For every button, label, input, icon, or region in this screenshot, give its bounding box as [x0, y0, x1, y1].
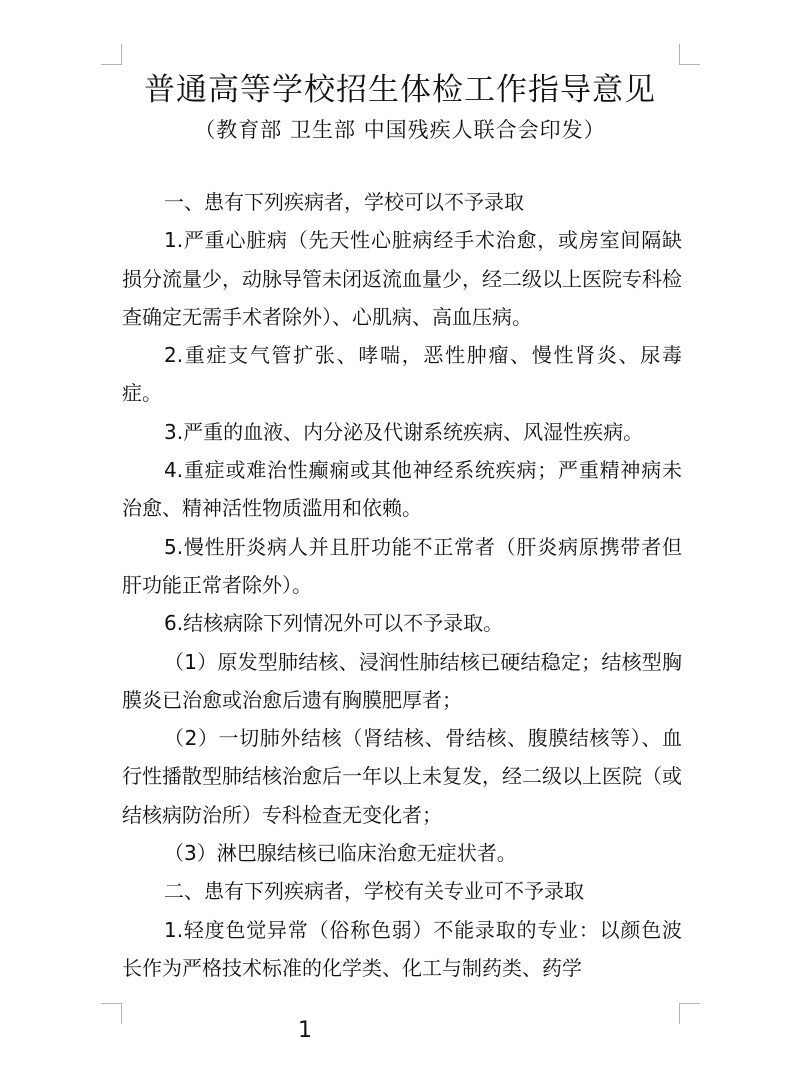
sub-paragraph: （1）原发型肺结核、浸润性肺结核已硬结稳定；结核型胸膜炎已治愈或治愈后遗有胸膜肥厚者；: [122, 649, 682, 712]
crop-mark-bottom-left: [101, 1003, 122, 1024]
paragraph: 1.严重心脏病（先天性心脏病经手术治愈，或房室间隔缺损分流量少，动脉导管未闭返流血量少，经二级以上医院专科检查确定无需手术者除外）、心肌病、高血压病。: [122, 228, 682, 329]
document-subtitle: （教育部 卫生部 中国残疾人联合会印发）: [194, 118, 606, 142]
section-heading-2: 二、患有下列疾病者，学校有关专业可不予录取: [164, 879, 584, 904]
crop-mark-top-left: [101, 44, 122, 65]
document-body: [122, 183, 682, 987]
paragraph: 3.严重的血液、内分泌及代谢系统疾病、风湿性疾病。: [164, 419, 644, 444]
crop-mark-top-right: [679, 44, 700, 65]
sub-paragraph: （2）一切肺外结核（肾结核、骨结核、腹膜结核等）、血行性播散型肺结核治愈后一年以上未复发，经二级以上医院（或结核病防治所）专科检查无变化者；: [122, 726, 682, 827]
paragraph: 6.结核病除下列情况外可以不予录取。: [164, 611, 504, 636]
section-heading-1: 一、患有下列疾病者，学校可以不予录取: [164, 190, 524, 214]
paragraph: 5.慢性肝炎病人并且肝功能不正常者（肝炎病原携带者但肝功能正常者除外）。: [122, 534, 682, 597]
page-number: 1: [298, 1018, 312, 1043]
document-title: 普通高等学校招生体检工作指导意见: [144, 72, 656, 108]
paragraph: 1.轻度色觉异常（俗称色弱）不能录取的专业：以颜色波长作为严格技术标准的化学类、化工与制药类、药学: [122, 917, 682, 980]
crop-mark-bottom-right: [679, 1003, 700, 1024]
paragraph: 4.重症或难治性癫痫或其他神经系统疾病；严重精神病未治愈、精神活性物质滥用和依赖。: [122, 458, 682, 521]
paragraph: 2.重症支气管扩张、哮喘，恶性肿瘤、慢性肾炎、尿毒症。: [122, 343, 682, 406]
sub-paragraph: （3）淋巴腺结核已临床治愈无症状者。: [164, 841, 517, 866]
